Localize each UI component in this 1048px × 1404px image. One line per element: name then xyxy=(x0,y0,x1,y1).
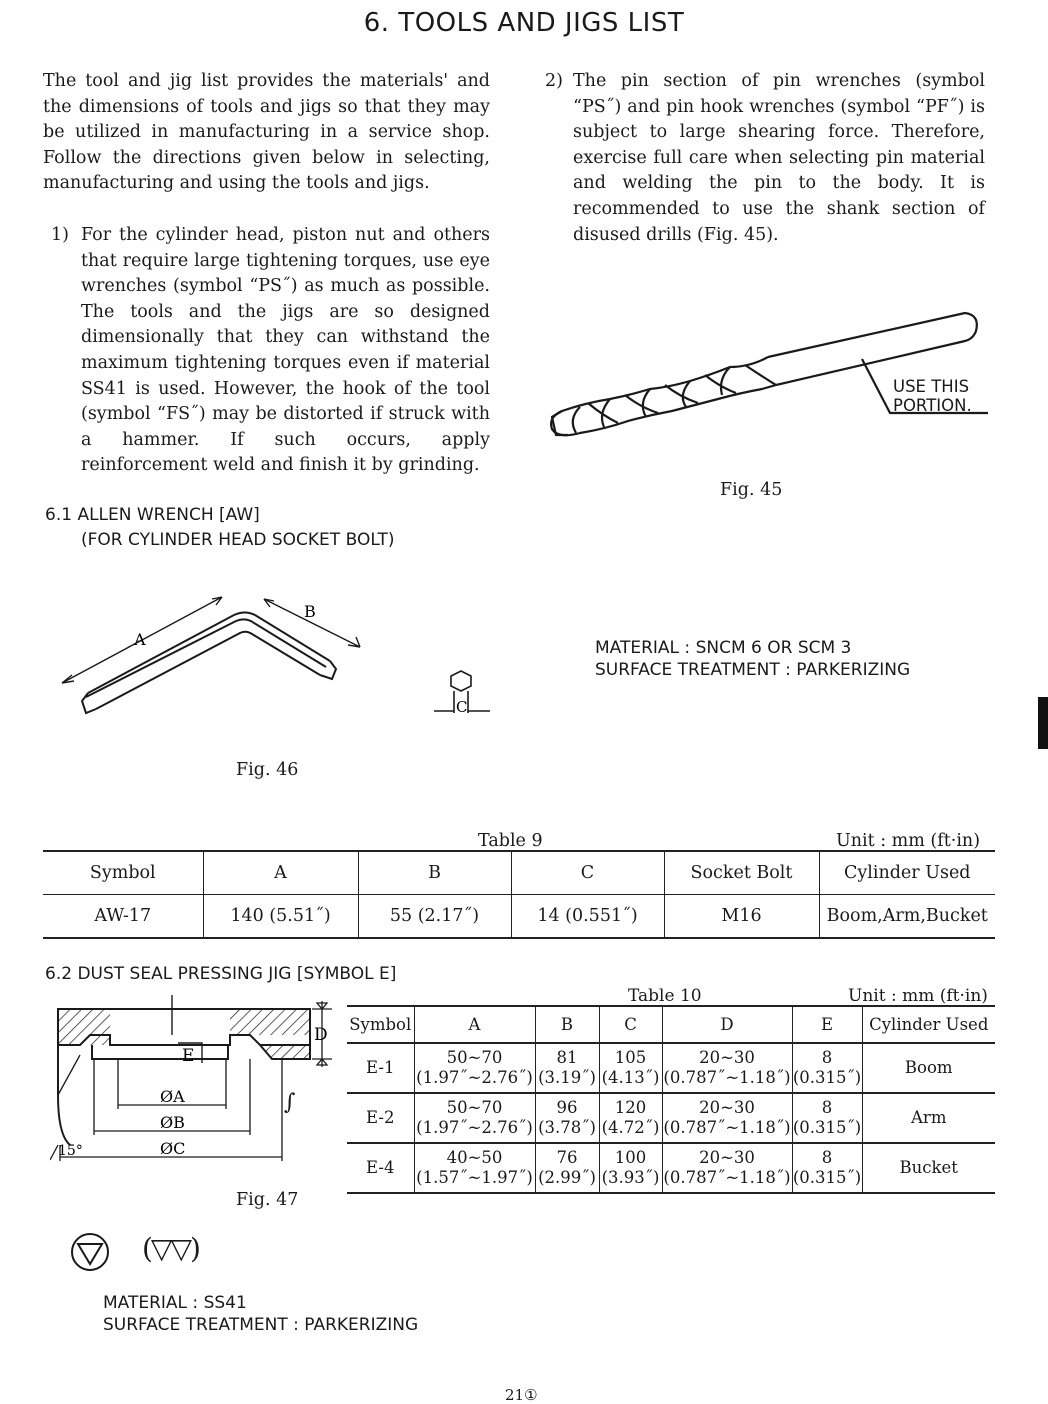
table9-cell-a: 140 (5.51˝) xyxy=(203,895,358,939)
page-number: 21① xyxy=(505,1386,538,1404)
table9-unit: Unit : mm (ft·in) xyxy=(836,831,981,851)
fig47-label-angle: 15° xyxy=(58,1143,83,1159)
table9-cell-b: 55 (2.17˝) xyxy=(358,895,511,939)
sec62-material-info xyxy=(103,1292,418,1336)
table10-cell-cylinder-used: Boom xyxy=(862,1043,995,1093)
table10-cell-e-in: (0.315˝) xyxy=(792,1118,862,1137)
table10-cell-a xyxy=(414,1093,535,1143)
table10-header-cylinder-used: Cylinder Used xyxy=(862,1006,995,1043)
table10-header-a: A xyxy=(414,1006,535,1043)
fig47-label-e: E xyxy=(182,1046,195,1066)
table-row xyxy=(347,1093,995,1143)
table9-cell-socket-bolt: M16 xyxy=(664,895,819,939)
table9 xyxy=(43,850,995,939)
table10-cell-e xyxy=(792,1143,862,1193)
table10-cell-e-mm: 8 xyxy=(821,1098,833,1117)
table10 xyxy=(347,1005,995,1194)
sec62-material: MATERIAL : SS41 xyxy=(103,1293,247,1313)
finish-double-triangle-symbol: (▽▽) xyxy=(142,1232,199,1265)
list-item-2 xyxy=(545,69,985,248)
list-item-1-number: 1) xyxy=(51,225,69,245)
table10-cell-c-mm: 100 xyxy=(614,1148,647,1167)
page-title: 6. TOOLS AND JIGS LIST xyxy=(363,8,685,38)
table10-cell-b xyxy=(535,1093,599,1143)
table10-cell-b-mm: 96 xyxy=(556,1098,578,1117)
sec61-material: MATERIAL : SNCM 6 OR SCM 3 xyxy=(595,638,852,658)
table10-cell-symbol: E-2 xyxy=(347,1093,414,1143)
table10-cell-b-mm: 76 xyxy=(556,1148,578,1167)
fig45-caption: Fig. 45 xyxy=(720,480,783,500)
fig47-label-d: D xyxy=(314,1025,328,1045)
table10-cell-d-mm: 20~30 xyxy=(699,1098,755,1117)
edge-tab-mark xyxy=(1038,697,1048,749)
sec61-heading-line2: (FOR CYLINDER HEAD SOCKET BOLT) xyxy=(81,530,395,550)
table10-cell-c-in: (4.13˝) xyxy=(601,1068,660,1087)
table10-cell-symbol: E-1 xyxy=(347,1043,414,1093)
sec62-heading: 6.2 DUST SEAL PRESSING JIG [SYMBOL E] xyxy=(45,964,397,984)
table10-cell-c xyxy=(599,1093,662,1143)
table10-cell-c xyxy=(599,1143,662,1193)
table10-cell-e-in: (0.315˝) xyxy=(792,1068,862,1087)
table10-cell-b-in: (2.99˝) xyxy=(538,1168,596,1187)
fig46-label-b: B xyxy=(304,602,316,621)
table-row xyxy=(43,895,995,939)
table-row xyxy=(347,1143,995,1193)
table9-header-row xyxy=(43,851,995,895)
table9-header-socket-bolt: Socket Bolt xyxy=(664,851,819,895)
fig45-callout xyxy=(893,377,972,415)
table10-header-d: D xyxy=(662,1006,792,1043)
table10-cell-b-in: (3.19˝) xyxy=(538,1068,596,1087)
table10-cell-a-mm: 50~70 xyxy=(446,1048,503,1067)
table10-header-c: C xyxy=(599,1006,662,1043)
table10-cell-symbol: E-4 xyxy=(347,1143,414,1193)
sec61-surface-treatment: SURFACE TREATMENT : PARKERIZING xyxy=(595,660,911,680)
table9-header-c: C xyxy=(511,851,664,895)
table10-cell-d-in: (0.787˝~1.18˝) xyxy=(663,1168,791,1187)
fig46-label-a: A xyxy=(134,630,146,649)
table10-cell-a-in: (1.97˝~2.76˝) xyxy=(416,1118,533,1137)
table10-header-row xyxy=(347,1006,995,1043)
table9-header-cylinder-used: Cylinder Used xyxy=(819,851,995,895)
table10-header-e: E xyxy=(792,1006,862,1043)
table9-header-b: B xyxy=(358,851,511,895)
table10-cell-e-in: (0.315˝) xyxy=(792,1168,862,1187)
table10-cell-d xyxy=(662,1043,792,1093)
table10-cell-d-in: (0.787˝~1.18˝) xyxy=(663,1068,791,1087)
table10-cell-b xyxy=(535,1143,599,1193)
fig47-label-ob: ØB xyxy=(160,1113,185,1132)
table10-cell-d-mm: 20~30 xyxy=(699,1048,755,1067)
table10-cell-a xyxy=(414,1143,535,1193)
fig47-label-oc: ØC xyxy=(160,1139,186,1158)
table10-cell-c-in: (3.93˝) xyxy=(601,1168,660,1187)
list-item-1 xyxy=(43,223,490,479)
table10-cell-d-in: (0.787˝~1.18˝) xyxy=(663,1118,791,1137)
sec61-material-info xyxy=(595,637,910,681)
table10-cell-cylinder-used: Bucket xyxy=(862,1143,995,1193)
table10-cell-a-mm: 40~50 xyxy=(446,1148,503,1167)
table10-cell-d-mm: 20~30 xyxy=(699,1148,755,1167)
fig46-caption: Fig. 46 xyxy=(236,760,299,780)
table10-cell-b xyxy=(535,1043,599,1093)
table10-cell-a-mm: 50~70 xyxy=(446,1098,503,1117)
fig47-caption: Fig. 47 xyxy=(236,1190,299,1210)
sec61-heading xyxy=(45,503,394,553)
table10-caption: Table 10 xyxy=(628,986,702,1006)
sec62-surface-treatment: SURFACE TREATMENT : PARKERIZING xyxy=(103,1315,419,1335)
table9-cell-cylinder-used: Boom,Arm,Bucket xyxy=(819,895,995,939)
fig46-allen-wrench-illustration xyxy=(50,585,380,725)
table-row xyxy=(347,1043,995,1093)
table9-header-a: A xyxy=(203,851,358,895)
fig47-break-mark: ∫ xyxy=(284,1090,296,1115)
table10-cell-d xyxy=(662,1143,792,1193)
fig45-drill-illustration xyxy=(540,295,1000,455)
fig45-callout-line1: USE THIS xyxy=(893,377,970,396)
table10-cell-cylinder-used: Arm xyxy=(862,1093,995,1143)
table10-cell-e-mm: 8 xyxy=(821,1048,833,1067)
table10-cell-c-in: (4.72˝) xyxy=(601,1118,660,1137)
table10-cell-c-mm: 105 xyxy=(614,1048,647,1067)
table10-header-b: B xyxy=(535,1006,599,1043)
table10-cell-c-mm: 120 xyxy=(614,1098,647,1117)
intro-paragraph: The tool and jig list provides the materials' and the dimensions of tools and jigs so that they may be utilized in manufacturing in a service shop. Follow the directions given below in selecting, manufacturing and using the tools and jigs. xyxy=(43,71,490,194)
fig45-callout-line2: PORTION. xyxy=(893,396,972,415)
fig47-jig-drawing xyxy=(50,995,350,1170)
table9-cell-symbol: AW-17 xyxy=(43,895,203,939)
list-item-1-text: For the cylinder head, piston nut and others that require large tightening torques, use eye wrenches (symbol “PS˝) as much as possible. The tools and the jigs are so designed dimensionally that they can withstand the maximum tightening torques even if material SS41 is used. However, the hook of the tool (symbol “FS˝) may be distorted if struck with a hammer. If such occurs, apply reinforcement weld and finish it by grinding. xyxy=(81,225,490,476)
table10-cell-e-mm: 8 xyxy=(821,1148,833,1167)
table10-cell-b-in: (3.78˝) xyxy=(538,1118,596,1137)
table10-cell-c xyxy=(599,1043,662,1093)
table10-cell-a xyxy=(414,1043,535,1093)
table10-cell-a-in: (1.57˝~1.97˝) xyxy=(416,1168,533,1187)
table9-header-symbol: Symbol xyxy=(43,851,203,895)
table9-cell-c: 14 (0.551˝) xyxy=(511,895,664,939)
fig46-hex-section xyxy=(428,665,496,720)
table9-caption: Table 9 xyxy=(478,831,543,851)
list-item-2-number: 2) xyxy=(545,71,563,91)
table10-unit: Unit : mm (ft·in) xyxy=(848,986,988,1006)
finish-circle-triangle-icon xyxy=(68,1230,112,1274)
list-item-2-text: The pin section of pin wrenches (symbol “PS˝) and pin hook wrenches (symbol “PF˝) is subject to large shearing force. Therefore, exercise full care when selecting pin material and welding the pin to the body. It is recommended to use the shank section of disused drills (Fig. 45). xyxy=(573,71,985,245)
fig47-label-oa: ØA xyxy=(160,1087,185,1106)
sec61-heading-line1: 6.1 ALLEN WRENCH [AW] xyxy=(45,505,260,525)
table10-header-symbol: Symbol xyxy=(347,1006,414,1043)
table10-cell-e xyxy=(792,1043,862,1093)
fig46-label-c: C xyxy=(456,698,468,716)
table10-cell-a-in: (1.97˝~2.76˝) xyxy=(416,1068,533,1087)
table10-cell-e xyxy=(792,1093,862,1143)
table10-cell-d xyxy=(662,1093,792,1143)
table10-cell-b-mm: 81 xyxy=(556,1048,578,1067)
